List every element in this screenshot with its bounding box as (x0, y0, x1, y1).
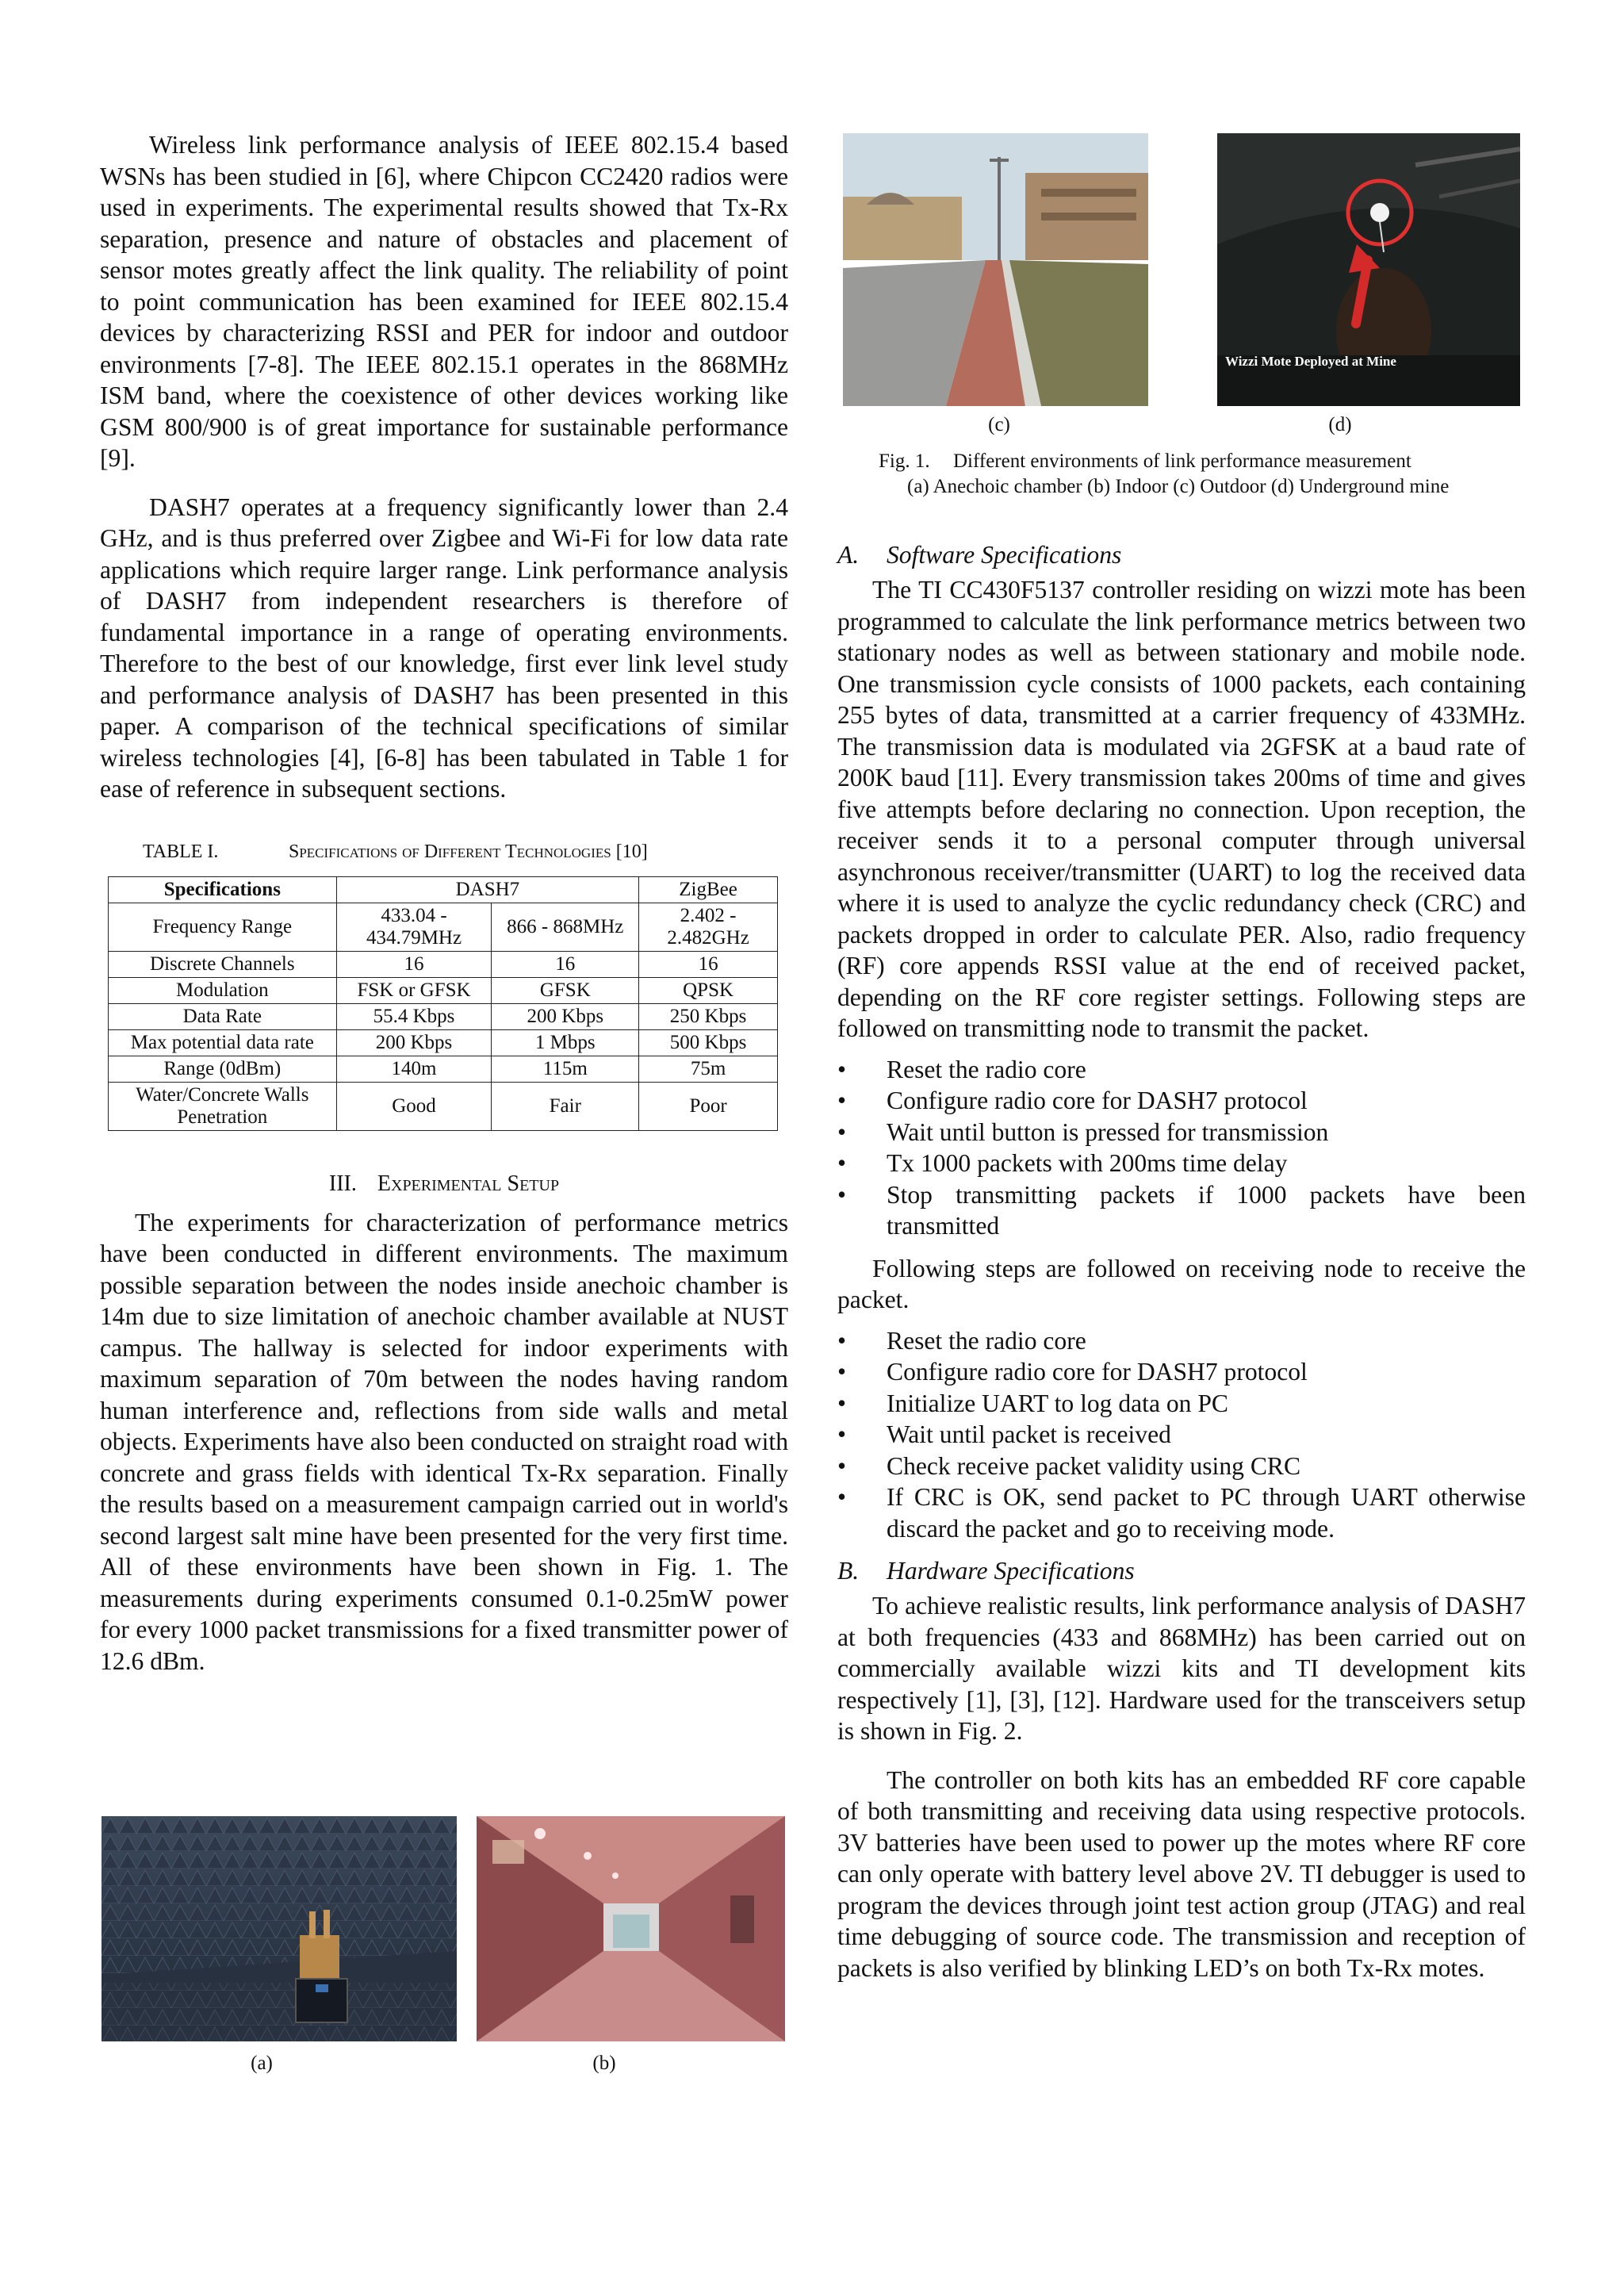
list-item-text: Stop transmitting packets if 1000 packets have been transmitted (887, 1180, 1526, 1240)
table-cell: 75m (639, 1056, 778, 1082)
anechoic-chamber-image (102, 1816, 457, 2041)
list-item (837, 1117, 1526, 1148)
table-cell: 16 (639, 951, 778, 977)
table-cell: 140m (336, 1056, 492, 1082)
table-cell: 250 Kbps (639, 1003, 778, 1029)
list-item (837, 1085, 1526, 1117)
bullet: • (837, 1326, 847, 1355)
right-column (837, 531, 1526, 1984)
table-row (109, 1056, 778, 1082)
table-header-specifications: Specifications (109, 876, 337, 903)
bullet: • (837, 1180, 847, 1209)
bullet: • (837, 1055, 847, 1083)
table-number: TABLE I. (143, 841, 219, 862)
subsection-number: A. (837, 541, 860, 569)
bullet: • (837, 1117, 847, 1146)
table-header-dash7: DASH7 (336, 876, 639, 903)
table-cell: 1 Mbps (492, 1029, 639, 1056)
figure-caption (879, 449, 1529, 500)
section-number: III. (328, 1171, 357, 1196)
table-cell: Water/Concrete Walls Penetration (109, 1082, 337, 1130)
list-item-text: Wait until button is pressed for transmission (887, 1117, 1329, 1146)
tx-steps-list (837, 1054, 1526, 1242)
list-item-text: Configure radio core for DASH7 protocol (887, 1087, 1308, 1114)
list-item (837, 1481, 1526, 1544)
list-item (837, 1356, 1526, 1388)
section-heading-experimental-setup (100, 1171, 788, 1198)
table-cell: Max potential data rate (109, 1029, 337, 1056)
figure-label-d: (d) (1328, 414, 1352, 435)
rx-steps-list (837, 1325, 1526, 1545)
table-cell: 55.4 Kbps (336, 1003, 492, 1029)
table-header-row (109, 876, 778, 903)
photo-outdoor-road (843, 133, 1148, 406)
table-cell: 866 - 868MHz (492, 903, 639, 951)
table-cell: Good (336, 1082, 492, 1130)
table-row (109, 951, 778, 977)
mine-photo-caption: Wizzi Mote Deployed at Mine (1225, 354, 1396, 369)
table-row (109, 1029, 778, 1056)
paragraph-related-work: Wireless link performance analysis of IEEE 802.15.4 based WSNs has been studied in [6], where Chipcon CC2420 radios were used in experiments. The experimental results showed that Tx-Rx separation, presence and nature of obstacles and placement of sensor motes greatly affect the link quality. The reliability of point to point communication has been examined for IEEE 802.15.4 devices by characterizing RSSI and PER for indoor and outdoor environments [7-8]. The IEEE 802.15.1 operates in the 868MHz ISM band, where the coexistence of other devices working like GSM 800/900 is of great importance for sustainable performance [9]. (100, 131, 788, 472)
bullet: • (837, 1451, 847, 1480)
table-title: Specifications of Different Technologies [10] (289, 841, 648, 862)
list-item-text: Reset the radio core (887, 1326, 1086, 1355)
figure-caption-line2: (a) Anechoic chamber (b) Indoor (c) Outdoor (d) Underground mine (907, 476, 1450, 497)
list-item (837, 1451, 1526, 1482)
list-item-text: Reset the radio core (887, 1055, 1086, 1083)
subsection-number: B. (837, 1557, 860, 1585)
list-item (837, 1179, 1526, 1242)
list-item-text: Wait until packet is received (887, 1420, 1171, 1448)
table-cell: QPSK (639, 977, 778, 1003)
specifications-table (108, 876, 778, 1131)
section-title: Experimental Setup (377, 1171, 560, 1196)
indoor-hallway-image (477, 1816, 785, 2041)
table-caption (100, 840, 788, 864)
table-cell: 115m (492, 1056, 639, 1082)
list-item (837, 1419, 1526, 1451)
bullet: • (837, 1483, 847, 1511)
paragraph-hardware-spec: To achieve realistic results, link performance analysis of DASH7 at both frequencies (433 and 868MHz) has been carried out on commercially available wizzi kits and TI development kits respectively [1], [3], [12]. Hardware used for the transceivers setup is shown in Fig. 2. (837, 1592, 1526, 1745)
figure-label-c: (c) (988, 414, 1010, 435)
list-item-text: Initialize UART to log data on PC (887, 1389, 1229, 1417)
subsection-title: Software Specifications (887, 541, 1122, 569)
table-cell: 16 (336, 951, 492, 977)
table-row (109, 1003, 778, 1029)
list-item (837, 1148, 1526, 1179)
list-item (837, 1388, 1526, 1420)
list-item (837, 1054, 1526, 1086)
figure-label-a: (a) (251, 2053, 273, 2074)
list-item-text: If CRC is OK, send packet to PC through UART otherwise discard the packet and go to receiving mode. (887, 1483, 1526, 1543)
table-row (109, 903, 778, 951)
table-cell: Modulation (109, 977, 337, 1003)
list-item (837, 1325, 1526, 1357)
table-row (109, 977, 778, 1003)
bullet: • (837, 1149, 847, 1177)
paragraph-controller: The controller on both kits has an embedded RF core capable of both transmitting and receiving data using respective protocols. 3V batteries have been used to power up the motes where RF core can only operate with battery level above 2V. TI debugger is used to program the devices through joint test action group (JTAG) and real time debugging of source code. The transmission and reception of packets is also verified by blinking LED’s on both Tx-Rx motes. (837, 1765, 1526, 1982)
bullet: • (837, 1358, 847, 1386)
table-cell: Data Rate (109, 1003, 337, 1029)
photo-indoor-hallway (477, 1816, 785, 2041)
table-cell: GFSK (492, 977, 639, 1003)
table-cell: Frequency Range (109, 903, 337, 951)
table-cell: 2.402 - 2.482GHz (639, 903, 778, 951)
bullet: • (837, 1420, 847, 1448)
left-column (100, 129, 788, 1677)
figure-label-b: (b) (592, 2053, 616, 2074)
subsection-title: Hardware Specifications (887, 1557, 1135, 1585)
table-cell: Discrete Channels (109, 951, 337, 977)
paragraph-software-spec: The TI CC430F5137 controller residing on wizzi mote has been programmed to calculate the link performance metrics between two stationary nodes as well as between stationary and mobile node. One transmission cycle consists of 1000 packets, each containing 255 bytes of data, transmitted at a carrier frequency of 433MHz. The transmission data is modulated via 2GFSK at a baud rate of 200K baud [11]. Every transmission takes 200ms of time and gives five attempts before declaring no connection. Upon reception, the receiver sends it to a personal computer through universal asynchronous receiver/transmitter (UART) to log the received data where it is used to analyze the cyclic redundancy check (CRC) and packets dropped in order to calculate PER. Also, radio frequency (RF) core appends RSSI value at the end of received packet, depending on the RF core register settings. Following steps are followed on transmitting node to transmit the packet. (837, 576, 1526, 1042)
figure-caption-line1: Different environments of link performance measurement (953, 450, 1411, 472)
subsection-heading-software (837, 539, 1526, 571)
table-cell: 500 Kbps (639, 1029, 778, 1056)
outdoor-road-image (843, 133, 1148, 406)
table-cell: 200 Kbps (492, 1003, 639, 1029)
photo-underground-mine (1217, 133, 1520, 406)
paragraph-experiments: The experiments for characterization of performance metrics have been conducted in different environments. The maximum possible separation between the nodes inside anechoic chamber is 14m due to size limitation of anechoic chamber available at NUST campus. The hallway is selected for indoor experiments with maximum separation of 70m between the nodes having random human interference and, reflections from side walls and metal objects. Experiments have also been conducted on straight road with concrete and grass fields with identical Tx-Rx separation. Finally the results based on a measurement campaign carried out in world's second largest salt mine have been presented for the very first time. All of these environments have been shown in Fig. 1. The measurements during experiments consumed 0.1-0.25mW power for every 1000 packet transmissions for a fixed transmitter power of 12.6 dBm. (100, 1208, 788, 1675)
photo-anechoic-chamber (102, 1816, 457, 2041)
list-item-text: Configure radio core for DASH7 protocol (887, 1358, 1308, 1386)
subsection-heading-hardware (837, 1555, 1526, 1587)
figure-number: Fig. 1. (879, 450, 930, 472)
table-cell: 433.04 - 434.79MHz (336, 903, 492, 951)
paragraph-dash7-intro: DASH7 operates at a frequency significantly lower than 2.4 GHz, and is thus preferred over Zigbee and Wi-Fi for low data rate applications which require larger range. Link performance analysis of DASH7 from independent researchers is therefore of fundamental importance in a range of operating environments. Therefore to the best of our knowledge, first ever link level study and performance analysis of DASH7 has been presented in this paper. A comparison of the technical specifications of similar wireless technologies [4], [6-8] has been tabulated in Table 1 for ease of reference in subsequent sections. (100, 493, 788, 803)
table-cell: 200 Kbps (336, 1029, 492, 1056)
list-item-text: Tx 1000 packets with 200ms time delay (887, 1149, 1288, 1177)
table-cell: 16 (492, 951, 639, 977)
bullet: • (837, 1087, 847, 1114)
table-cell: Fair (492, 1082, 639, 1130)
table-cell: Range (0dBm) (109, 1056, 337, 1082)
table-header-zigbee: ZigBee (639, 876, 778, 903)
list-item-text: Check receive packet validity using CRC (887, 1451, 1301, 1480)
table-cell: Poor (639, 1082, 778, 1130)
table-row (109, 1082, 778, 1130)
bullet: • (837, 1389, 847, 1417)
table-cell: FSK or GFSK (336, 977, 492, 1003)
paragraph-receiving-steps-intro: Following steps are followed on receiving node to receive the packet. (837, 1254, 1526, 1313)
